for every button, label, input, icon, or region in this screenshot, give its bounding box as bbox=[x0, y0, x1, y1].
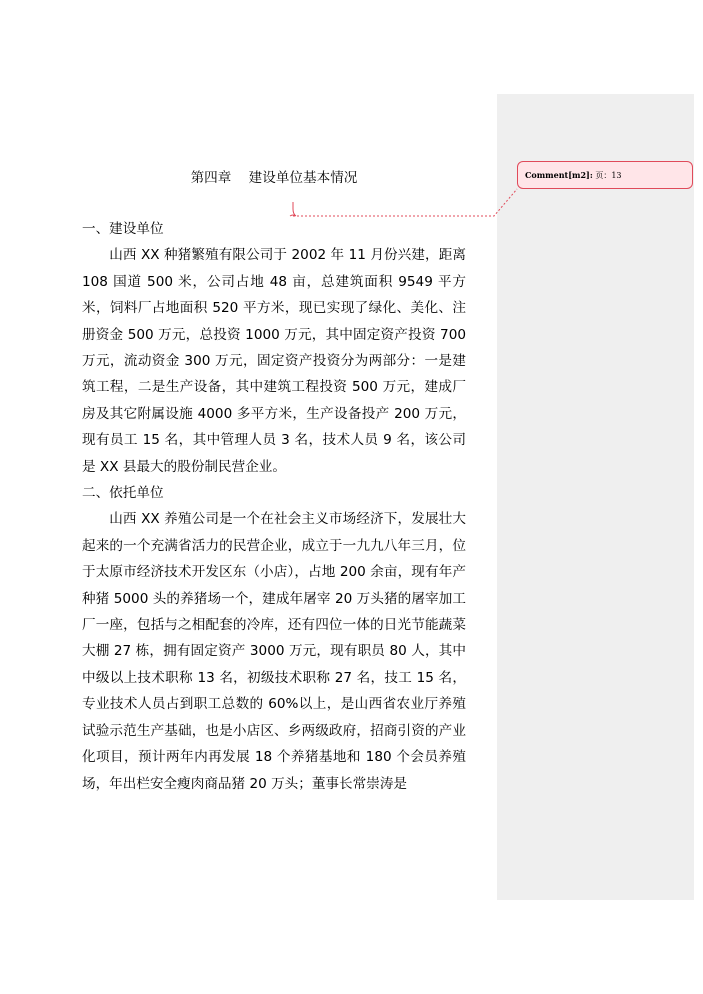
document-body bbox=[82, 160, 466, 797]
paragraph-supporting-unit: 山西 XX 养殖公司是一个在社会主义市场经济下，发展壮大起来的一个充满省活力的民营企业，成立于一九九八年三月，位于太原市经济技术开发区东（小店），占地 200 余亩，现有年产种猪 5000 头的养猪场一个，建成年屠宰 20 万头猪的屠宰加工厂一座，包括与之相配套的冷库，还有四位一体的日光节能蔬菜大棚 27 栋，拥有固定资产 3000 万元，现有职员 80 人，其中中级以上技术职称 13 名，初级技术职称 27 名，技工 15 名，专业技术人员占到职工总数的 60%以上，是山西省农业厅养殖试验示范生产基础，也是小店区、乡两级政府，招商引资的产业化项目，预计两年内再发展 18 个养猪基地和 180 个会员养殖场，年出栏安全瘦肉商品猪 20 万头；董事长常崇涛是 bbox=[82, 511, 466, 792]
comment-balloon[interactable] bbox=[517, 161, 693, 189]
comment-pane bbox=[497, 94, 694, 900]
section-heading-supporting-unit: 二、依托单位 bbox=[82, 485, 164, 502]
paragraph-construction-unit: 山西 XX 种猪繁殖有限公司于 2002 年 11 月份兴建，距离 108 国道 500 米，公司占地 48 亩，总建筑面积 9549 平方米，饲料厂占地面积 520 平方米，现已实现了绿化、美化、注册资金 500 万元，总投资 1000 万元，其中固定资产投资 700 万元，流动资金 300 万元，固定资产投资分为两部分：一是建筑工程，二是生产设备，其中建筑工程投资 500 万元，建成厂房及其它附属设施 4000 多平方米，生产设备投产 200 万元，现有员工 15 名，其中管理人员 3 名，技术人员 9 名，该公司是 XX 县最大的股份制民营企业。 bbox=[82, 247, 466, 475]
comment-ref-label: Comment[m2]: bbox=[525, 170, 593, 180]
section-heading-construction-unit: 一、建设单位 bbox=[82, 221, 164, 237]
comment-text: 页：13 bbox=[595, 171, 622, 180]
chapter-title: 第四章 建设单位基本情况 bbox=[190, 170, 358, 186]
